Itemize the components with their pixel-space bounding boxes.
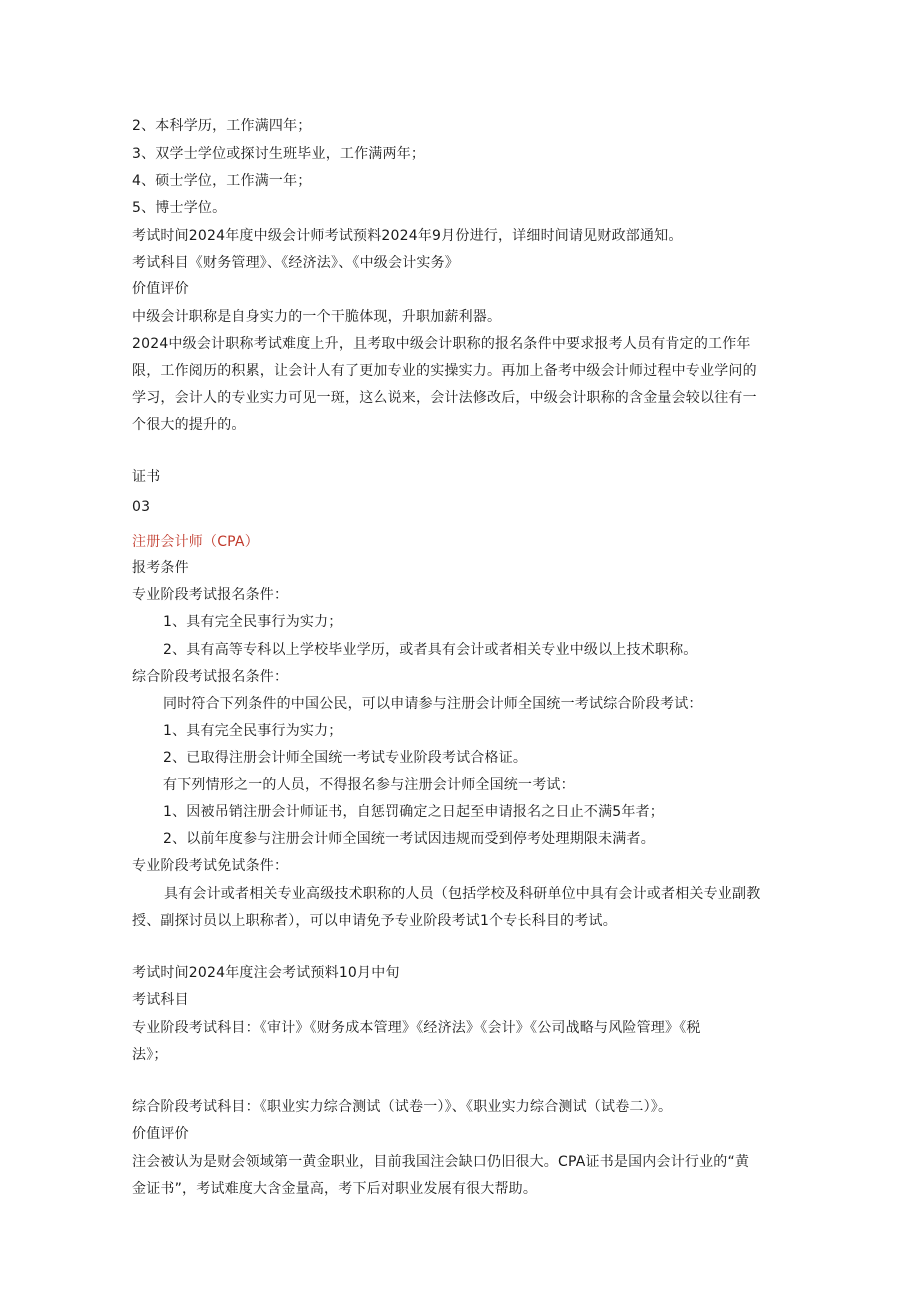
professional-condition-2: 2、具有高等专科以上学校毕业学历，或者具有会计或者相关专业中级以上技术职称。	[163, 642, 698, 658]
exam-subjects-heading: 考试科目	[132, 992, 189, 1008]
paragraph-line: 学习，会计人的专业实力可见一斑，这么说来，会计法修改后，中级会计职称的含金量会较以往有一	[132, 390, 757, 406]
condition-item-5: 5、博士学位。	[132, 200, 227, 216]
professional-subjects: 专业阶段考试科目：《审计》《财务成本管理》《经济法》《会计》《公司战略与风险管理》《税	[132, 1020, 701, 1036]
cpa-heading: 注册会计师（CPA）	[132, 534, 259, 550]
condition-item-2: 2、本科学历，工作满四年；	[132, 118, 312, 134]
value-text-cpa: 注会被认为是财会领域第一黄金职业，目前我国注会缺口仍旧很大。CPA证书是国内会计行业的“黄	[132, 1154, 750, 1170]
comprehensive-subjects: 综合阶段考试科目：《职业实力综合测试（试卷一）》、《职业实力综合测试（试卷二）》。	[132, 1099, 673, 1115]
value-heading-cpa: 价值评价	[132, 1126, 189, 1142]
registration-conditions-heading: 报考条件	[132, 560, 189, 576]
exam-time-cpa: 考试时间2024年度注会考试预料10月中旬	[132, 965, 400, 981]
condition-item-3: 3、双学士学位或探讨生班毕业，工作满两年；	[132, 146, 426, 162]
paragraph-line: 限，工作阅历的积累，让会计人有了更加专业的实操实力。再加上备考中级会计师过程中专业学问的	[132, 363, 757, 379]
exam-subjects-intermediate: 考试科目《财务管理》、《经济法》、《中级会计实务》	[132, 255, 459, 271]
value-text-intermediate: 中级会计职称是自身实力的一个干脆体现，升职加薪利器。	[132, 309, 502, 325]
comprehensive-condition-1: 1、具有完全民事行为实力；	[163, 723, 343, 739]
professional-stage-conditions-heading: 专业阶段考试报名条件：	[132, 587, 289, 603]
section-label: 证书	[132, 469, 161, 485]
condition-item-4: 4、硕士学位，工作满一年；	[132, 173, 312, 189]
exclusion-condition-1: 1、因被吊销注册会计师证书，自惩罚确定之日起至申请报名之日止不满5年者；	[163, 804, 665, 820]
section-number: 03	[132, 499, 151, 515]
exclusion-condition-2: 2、以前年度参与注册会计师全国统一考试因违规而受到停考处理期限未满者。	[163, 831, 655, 847]
value-heading-intermediate: 价值评价	[132, 281, 189, 297]
comprehensive-condition-2: 2、已取得注册会计师全国统一考试专业阶段考试合格证。	[163, 750, 528, 766]
professional-subjects: 法》；	[132, 1047, 168, 1063]
exam-time-intermediate: 考试时间2024年度中级会计师考试预料2024年9月份进行，详细时间请见财政部通知。	[132, 228, 683, 244]
exemption-heading: 专业阶段考试免试条件：	[132, 858, 289, 874]
paragraph-line: 个很大的提升的。	[132, 417, 246, 433]
professional-condition-1: 1、具有完全民事行为实力；	[163, 614, 343, 630]
exemption-text: 授、副探讨员以上职称者），可以申请免予专业阶段考试1个专长科目的考试。	[132, 913, 617, 929]
exemption-text: 具有会计或者相关专业高级技术职称的人员（包括学校及科研单位中具有会计或者相关专业副教	[164, 886, 761, 902]
comprehensive-intro: 同时符合下列条件的中国公民，可以申请参与注册会计师全国统一考试综合阶段考试：	[163, 696, 703, 712]
paragraph-line: 2024中级会计职称考试难度上升，且考取中级会计职称的报名条件中要求报考人员有肯定的工作年	[132, 336, 751, 352]
comprehensive-stage-conditions-heading: 综合阶段考试报名条件：	[132, 669, 289, 685]
value-text-cpa: 金证书”，考试难度大含金量高，考下后对职业发展有很大帮助。	[132, 1181, 538, 1197]
exclusion-intro: 有下列情形之一的人员，不得报名参与注册会计师全国统一考试：	[163, 777, 575, 793]
